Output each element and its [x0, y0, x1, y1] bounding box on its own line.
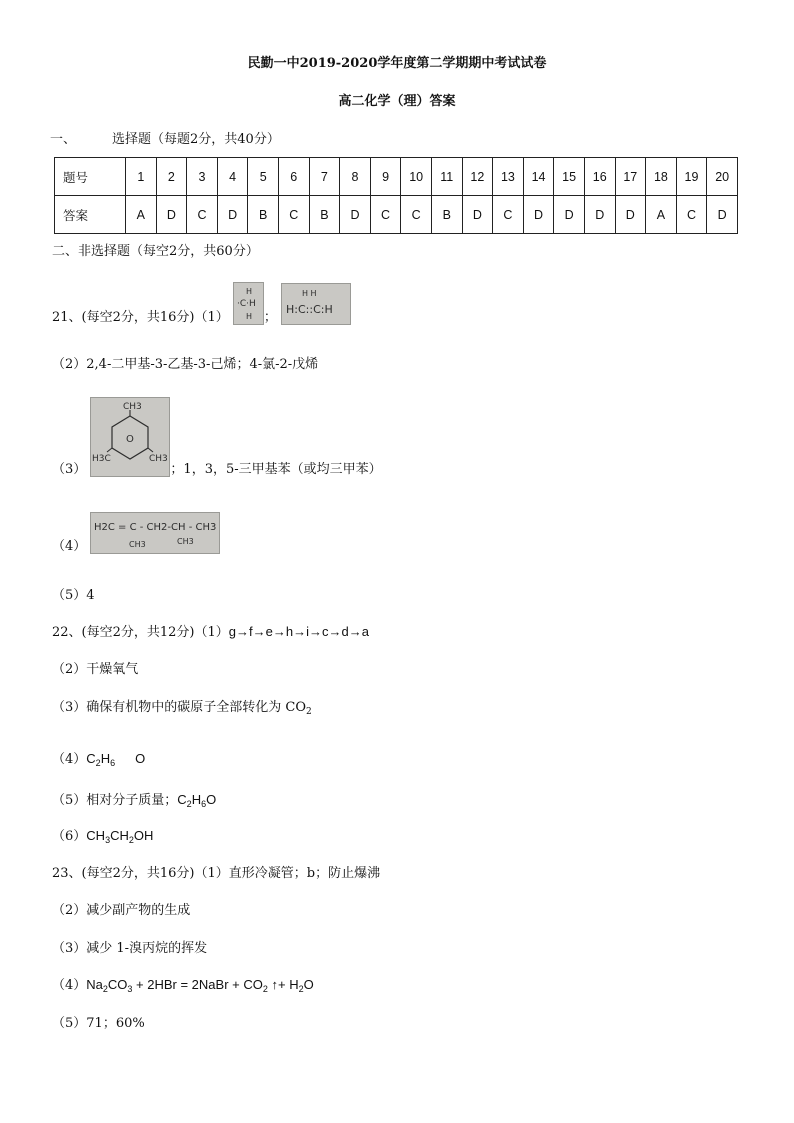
table-cell-number: 16	[584, 158, 615, 196]
q22-part2: （2）干燥氧气	[52, 662, 139, 677]
q23-eq-mid: + 2HBr = 2NaBr + CO	[132, 977, 263, 992]
q22-part4-label: （4）	[52, 752, 87, 767]
table-cell-answer: A	[646, 196, 677, 234]
q23-eq-o: O	[303, 977, 314, 992]
table-cell-number: 5	[248, 158, 279, 196]
table-cell-number: 17	[615, 158, 646, 196]
electron-formula-photo-1	[233, 282, 264, 325]
q22-part4-o: O	[135, 751, 146, 766]
table-cell-number: 1	[126, 158, 157, 196]
q22-part5-text: （5）相对分子质量；	[52, 793, 178, 808]
table-row-label: 题号	[55, 158, 126, 196]
section1-heading	[50, 128, 280, 147]
table-row-label: 答案	[55, 196, 126, 234]
section1-title: 选择题（每题2分，共40分）	[112, 132, 280, 147]
table-cell-answer: D	[554, 196, 585, 234]
q21-part5: （5）4	[52, 588, 95, 603]
q22-part5-o: O	[206, 792, 217, 807]
alkene-structure-photo	[90, 512, 220, 554]
photo4-sub1: CH3	[129, 540, 147, 549]
photo2-top: H H	[302, 289, 317, 298]
table-cell-answer: D	[156, 196, 187, 234]
q21-separator: ；	[263, 310, 277, 325]
table-cell-answer: D	[340, 196, 371, 234]
table-cell-answer: C	[676, 196, 707, 234]
q23-eq-co: CO	[107, 977, 128, 992]
table-cell-number: 7	[309, 158, 340, 196]
table-cell-number: 8	[340, 158, 371, 196]
table-cell-number: 2	[156, 158, 187, 196]
photo2-mid: H:C::C:H	[286, 303, 333, 316]
q23-part4	[52, 974, 314, 993]
q22-part4-h-sub: 6	[110, 758, 116, 768]
q22-part4-h: H	[100, 751, 111, 766]
table-cell-answer: D	[615, 196, 646, 234]
table-cell-number: 3	[187, 158, 218, 196]
table-cell-number: 19	[676, 158, 707, 196]
q22-part5-formula: C	[177, 792, 187, 807]
q23-part2: （2）减少副产物的生成	[52, 903, 191, 918]
q23-part5: （5）71；60%	[52, 1016, 145, 1031]
q22-part5-sub: 6	[201, 799, 207, 809]
photo3-right: CH3	[149, 454, 169, 464]
photo3-center: O	[126, 434, 135, 445]
q22-part4-c: C	[86, 751, 96, 766]
table-cell-number: 18	[646, 158, 677, 196]
table-cell-answer: C	[278, 196, 309, 234]
q22-part5-sub: 2	[186, 799, 192, 809]
document-title: 民勤一中2019-2020学年度第二学期期中考试试卷	[247, 56, 547, 71]
table-cell-answer: C	[370, 196, 401, 234]
q22-part6-sub: 3	[105, 835, 111, 845]
photo3-top: CH3	[123, 402, 143, 412]
table-cell-answer: A	[126, 196, 157, 234]
q22-part3-sub: 2	[306, 707, 312, 717]
q22-part5-h: H	[191, 792, 202, 807]
q22-part4	[52, 748, 145, 767]
table-cell-answer: B	[309, 196, 340, 234]
q22-part6	[52, 825, 153, 844]
q22-part3-text: （3）确保有机物中的碳原子全部转化为 CO	[52, 700, 307, 715]
q22-part4-c-sub: 2	[95, 758, 101, 768]
section1-number: 一、	[50, 132, 77, 147]
table-cell-number: 12	[462, 158, 493, 196]
table-cell-number: 20	[707, 158, 738, 196]
table-cell-answer: D	[584, 196, 615, 234]
photo3-left: H3C	[92, 454, 112, 464]
q22-part6-oh: OH	[133, 828, 154, 843]
q23-part1: 23、(每空2分，共16分)（1）直形冷凝管；b；防止爆沸	[52, 866, 381, 881]
q21-part4-label: （4）	[52, 539, 87, 554]
q22-part3	[52, 696, 312, 715]
q23-eq-sub: 2	[102, 984, 108, 994]
q23-eq-na: Na	[86, 977, 103, 992]
answer-table-answer-row	[55, 196, 738, 234]
photo1-top: H	[245, 287, 252, 296]
q22-part6-ch: CH	[110, 828, 129, 843]
q23-part3: （3）减少 1-溴丙烷的挥发	[52, 941, 208, 956]
q21-part3-label: （3）	[52, 462, 87, 477]
section2-heading: 二、非选择题（每空2分，共60分）	[52, 244, 259, 259]
table-cell-answer: C	[493, 196, 524, 234]
answer-table-number-row	[55, 158, 738, 196]
q23-eq-sub: 3	[127, 984, 133, 994]
q22-part5	[52, 789, 216, 808]
q21-part3-text: ；1，3，5-三甲基苯（或均三甲苯）	[170, 462, 382, 477]
table-cell-number: 15	[554, 158, 585, 196]
photo4-main: H2C = C - CH2-CH - CH3	[94, 522, 217, 533]
q21-line3	[52, 397, 382, 477]
q21-line1	[52, 282, 351, 325]
table-cell-answer: D	[707, 196, 738, 234]
q23-part4-label: （4）	[52, 978, 87, 993]
q22-part6-ch: CH	[86, 828, 106, 843]
q22-line1	[52, 621, 369, 640]
table-cell-answer: B	[431, 196, 462, 234]
photo4-sub2: CH3	[177, 537, 195, 546]
q21-line4	[52, 512, 220, 554]
table-cell-number: 6	[278, 158, 309, 196]
table-cell-answer: D	[523, 196, 554, 234]
table-cell-answer: D	[462, 196, 493, 234]
table-cell-number: 11	[431, 158, 462, 196]
document-subtitle: 高二化学（理）答案	[338, 94, 456, 109]
q23-eq-sub: 2	[298, 984, 304, 994]
table-cell-answer: C	[401, 196, 432, 234]
q23-eq-h: ↑+ H	[267, 977, 299, 992]
table-cell-number: 13	[493, 158, 524, 196]
table-cell-answer: C	[187, 196, 218, 234]
answer-table	[54, 157, 738, 234]
q23-eq-sub: 2	[262, 984, 268, 994]
table-cell-number: 9	[370, 158, 401, 196]
q21-part2: （2）2,4-二甲基-3-乙基-3-己烯；4-氯-2-戊烯	[52, 357, 319, 372]
table-cell-number: 4	[217, 158, 248, 196]
q22-intro: 22、(每空2分，共12分)（1）	[52, 625, 229, 640]
table-cell-answer: D	[217, 196, 248, 234]
photo1-mid: ·C·H	[236, 299, 256, 309]
table-cell-number: 10	[401, 158, 432, 196]
photo1-bot: H	[245, 312, 252, 321]
electron-formula-photo-2	[281, 283, 351, 325]
q22-sequence: g→f→e→h→i→c→d→a	[228, 624, 369, 639]
q22-part6-sub: 2	[128, 835, 134, 845]
table-cell-answer: B	[248, 196, 279, 234]
q22-part6-label: （6）	[52, 829, 87, 844]
mesitylene-structure-photo	[90, 397, 170, 477]
q21-intro: 21、(每空2分，共16分)（1）	[52, 310, 229, 325]
table-cell-number: 14	[523, 158, 554, 196]
